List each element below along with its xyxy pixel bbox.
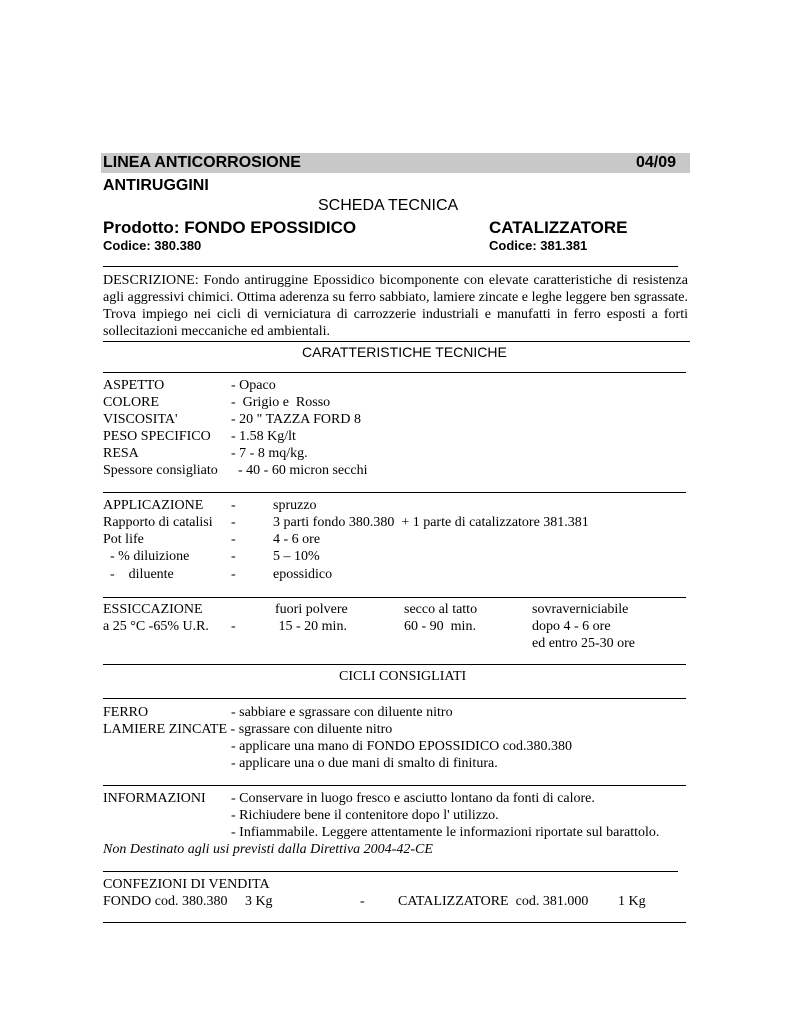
application-label: APPLICAZIONE [103, 498, 204, 513]
application-value: epossidico [273, 567, 333, 582]
divider [103, 922, 686, 923]
cycle-label: FERRO [103, 705, 149, 720]
packaging-fondo: FONDO cod. 380.380 3 Kg [103, 894, 273, 909]
packaging-title: CONFEZIONI DI VENDITA [103, 877, 270, 892]
category-title: ANTIRUGGINI [103, 177, 209, 194]
regulatory-note: Non Destinato agli usi previsti dalla Direttiva 2004-42-CE [103, 842, 433, 857]
info-line: - Infiammabile. Leggere attentamente le informazioni riportate sul barattolo. [231, 825, 660, 840]
divider [103, 597, 686, 598]
spec-label: VISCOSITA' [103, 412, 178, 427]
drying-value: 60 - 90 min. [404, 619, 476, 634]
divider [103, 266, 678, 267]
spec-label: ASPETTO [103, 378, 165, 393]
drying-col-header: sovraverniciabile [532, 602, 629, 617]
drying-conditions: a 25 °C -65% U.R. [103, 619, 209, 634]
spec-label: RESA [103, 446, 139, 461]
application-dash: - [231, 498, 236, 513]
spec-label: PESO SPECIFICO [103, 429, 211, 444]
drying-dash: - [231, 619, 236, 634]
cycles-title: CICLI CONSIGLIATI [339, 669, 467, 684]
cycle-step: - sabbiare e sgrassare con diluente nitro [231, 705, 453, 720]
application-value: 5 – 10% [273, 549, 320, 564]
packaging-dash: - [360, 894, 365, 909]
characteristics-title: CARATTERISTICHE TECNICHE [302, 344, 507, 360]
application-label: Rapporto di catalisi [103, 515, 213, 530]
spec-label: COLORE [103, 395, 159, 410]
drying-value: ed entro 25-30 ore [532, 636, 636, 651]
product-code: Codice: 380.380 [103, 238, 202, 253]
application-dash: - [231, 515, 236, 530]
application-dash: - [231, 532, 236, 547]
divider [103, 871, 678, 872]
info-line: - Richiudere bene il contenitore dopo l' utilizzo. [231, 808, 499, 823]
cycle-step: - applicare una o due mani di smalto di finitura. [231, 756, 498, 771]
application-value: spruzzo [273, 498, 317, 513]
packaging-catalyst: CATALIZZATORE cod. 381.000 [398, 894, 589, 909]
divider [103, 372, 686, 373]
product-name: Prodotto: FONDO EPOSSIDICO [103, 218, 357, 237]
catalyst-name: CATALIZZATORE [489, 218, 628, 237]
application-label: - diluente [103, 567, 174, 582]
application-value: 4 - 6 ore [273, 532, 321, 547]
drying-value: dopo 4 - 6 ore [532, 619, 611, 634]
product-line-title: LINEA ANTICORROSIONE [103, 154, 301, 171]
spec-value: - 7 - 8 mq/kg. [231, 446, 308, 461]
divider [103, 341, 690, 342]
document-type: SCHEDA TECNICA [318, 197, 459, 214]
drying-col-header: secco al tatto [404, 602, 478, 617]
info-label: INFORMAZIONI [103, 791, 206, 806]
catalyst-code: Codice: 381.381 [489, 238, 588, 253]
application-dash: - [231, 549, 236, 564]
spec-value: - Grigio e Rosso [231, 395, 331, 410]
spec-value: - Opaco [231, 378, 276, 393]
divider [103, 664, 686, 665]
drying-label: ESSICCAZIONE [103, 602, 203, 617]
divider [103, 785, 686, 786]
cycle-step: - applicare una mano di FONDO EPOSSIDICO cod.380.380 [231, 739, 573, 754]
spec-value: - 20 " TAZZA FORD 8 [231, 412, 361, 427]
divider [103, 698, 686, 699]
spec-value: - 1.58 Kg/lt [231, 429, 296, 444]
document-date: 04/09 [636, 154, 677, 171]
packaging-catalyst-qty: 1 Kg [618, 894, 646, 909]
application-dash: - [231, 567, 236, 582]
divider [103, 492, 686, 493]
application-value: 3 parti fondo 380.380 + 1 parte di catalizzatore 381.381 [273, 515, 589, 530]
drying-value: 15 - 20 min. [275, 619, 347, 634]
cycle-step: LAMIERE ZINCATE - sgrassare con diluente nitro [103, 722, 393, 737]
spec-label: Spessore consigliato [103, 463, 218, 478]
spec-value: - 40 - 60 micron secchi [231, 463, 368, 478]
application-label: Pot life [103, 532, 144, 547]
drying-col-header: fuori polvere [275, 602, 348, 617]
application-label: - % diluizione [103, 549, 190, 564]
description: DESCRIZIONE: Fondo antiruggine Epossidico bicomponente con elevate caratteristiche di resistenza agli aggressivi chimici. Ottima aderenza su ferro sabbiato, lamiere zincate e leghe leggere ben sgrassate. Trova impiego nei cicli di verniciatura di carrozzerie industriali e manufatti in ferro esposti a forti sollecitazioni meccaniche ed ambientali. [103, 273, 688, 339]
info-line: - Conservare in luogo fresco e asciutto lontano da fonti di calore. [231, 791, 595, 806]
